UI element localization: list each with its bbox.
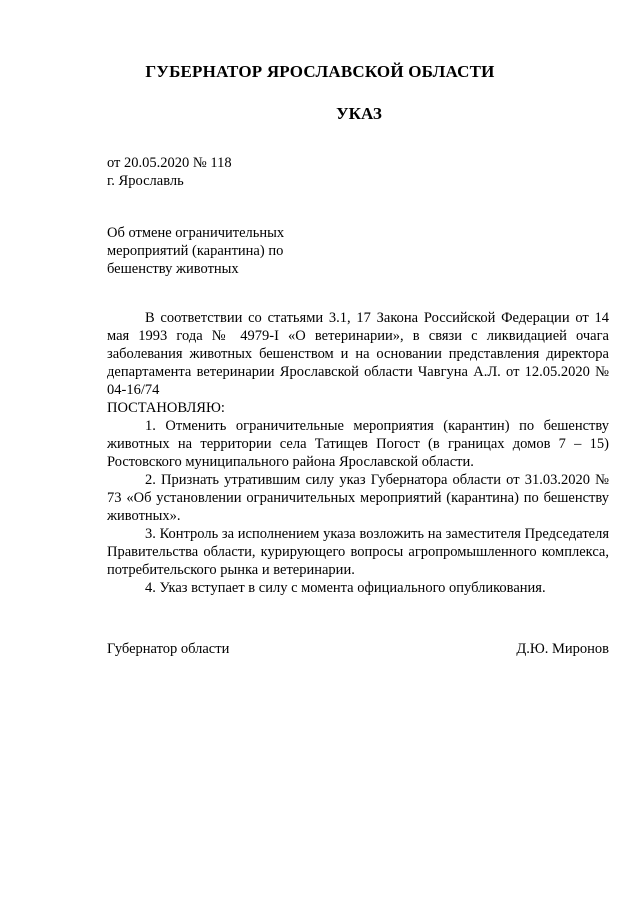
preamble: В соответствии со статьями 3.1, 17 Закона Российской Федерации от 14 мая 1993 года № 4979-I «О ветеринарии», в связи с ликвидацией очага заболевания животных бешенством и на основании представления директора департамента ветеринарии Ярославской области Чавгуна А.Л. от 12.05.2020 № 04-16/74 [107, 310, 609, 398]
decree-item: 4. Указ вступает в силу с момента официального опубликования. [145, 580, 546, 596]
signature-block [107, 640, 609, 658]
signatory-position: Губернатор области [107, 641, 230, 657]
signatory-name: Д.Ю. Миронов [516, 641, 609, 657]
subject-line: бешенству животных [107, 261, 239, 277]
document-body [107, 309, 609, 597]
decree-item: 3. Контроль за исполнением указа возложить на заместителя Председателя Правительства области, курирующего вопросы агропромышленного комплекса, потребительского рынка и ветеринарии. [107, 526, 609, 578]
date-number: от 20.05.2020 № 118 [107, 155, 232, 171]
decree-item: 1. Отменить ограничительные мероприятия (карантин) по бешенству животных на территории села Татищев Погост (в границах домов 7 – 15) Ростовского муниципального района Ярославской области. [107, 418, 609, 470]
subject-line: Об отмене ограничительных [107, 225, 285, 241]
decree-item: 2. Признать утратившим силу указ Губернатора области от 31.03.2020 № 73 «Об установлении ограничительных мероприятий (карантина) по бешенству животных». [107, 472, 609, 524]
decree-word: ПОСТАНОВЛЯЮ: [107, 400, 225, 416]
document-type: УКАЗ [336, 104, 382, 123]
city: г. Ярославль [107, 173, 184, 189]
issuer-title: ГУБЕРНАТОР ЯРОСЛАВСКОЙ ОБЛАСТИ [145, 62, 495, 81]
document-subject [107, 224, 284, 278]
subject-line: мероприятий (карантина) по [107, 243, 284, 259]
document-meta [107, 154, 232, 190]
